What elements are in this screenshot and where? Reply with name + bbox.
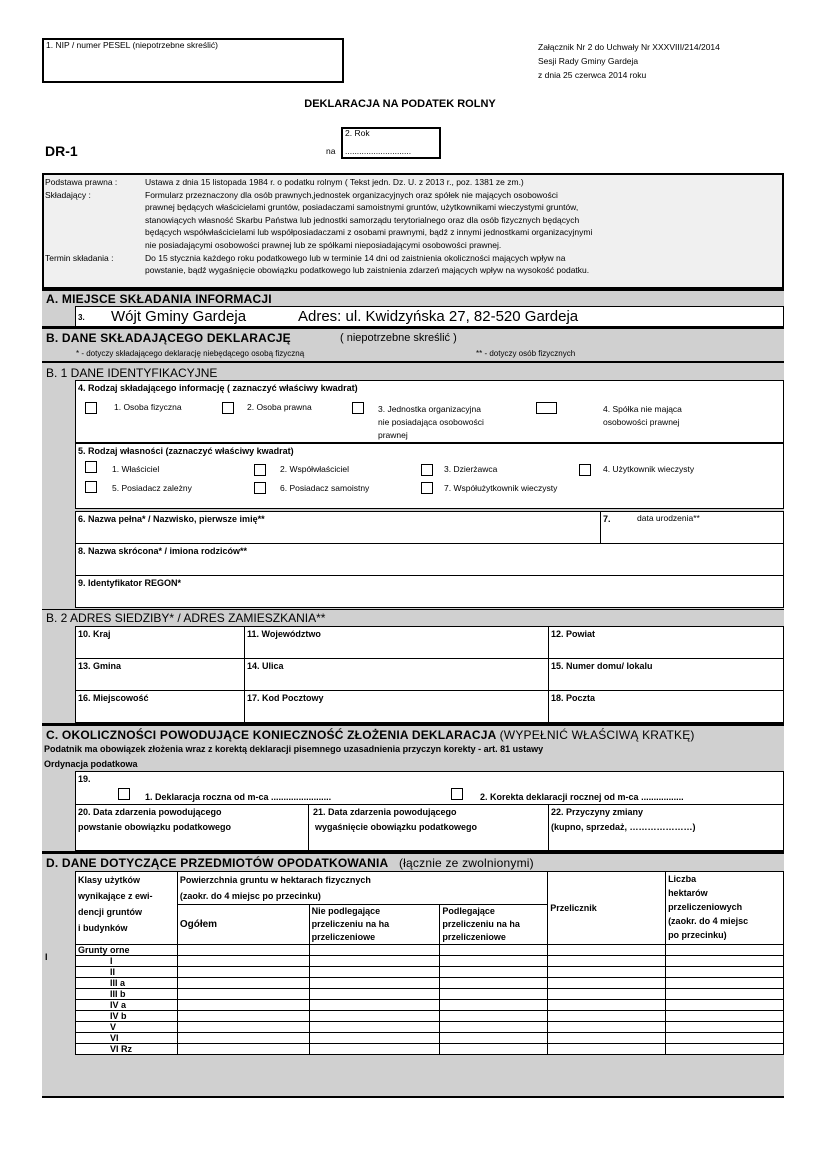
county-field[interactable]: 12. Powiat <box>548 626 784 659</box>
q5-opt2-checkbox[interactable] <box>254 464 266 476</box>
q4-block <box>75 380 784 443</box>
foot-legal: * - dotyczy składającego deklarację niebędącego osobą fizyczną <box>76 349 305 358</box>
annual-declaration-label: 1. Deklaracja roczna od m-ca ........................ <box>145 792 332 802</box>
year-dots: ............................ <box>345 146 412 156</box>
q4-opt2-checkbox[interactable] <box>222 402 234 414</box>
table-row: IV b <box>76 1011 784 1022</box>
page-title: DEKLARACJA NA PODATEK ROLNY <box>304 98 496 110</box>
section-b2-title: B. 2 ADRES SIEDZIBY* / ADRES ZAMIESZKANIA** <box>46 611 326 625</box>
birth-date-field[interactable]: 7. data urodzenia** <box>600 511 784 544</box>
q5-opt7-label: 7. Współużytkownik wieczysty <box>444 483 558 493</box>
city-field[interactable]: 16. Miejscowość <box>75 690 245 723</box>
short-name-field[interactable]: 8. Nazwa skrócona* / imiona rodziców** <box>75 543 784 576</box>
q5-opt3-label: 3. Dzierżawca <box>444 464 498 474</box>
col-area-header: Powierzchnia gruntu w hektarach fizycznych (zaokr. do 4 miejsc po przecinku) <box>177 872 547 905</box>
correction-label: 2. Korekta deklaracji rocznej od m-ca ................. <box>480 792 684 802</box>
col-total-header: Ogółem <box>177 905 309 945</box>
country-field[interactable]: 10. Kraj <box>75 626 245 659</box>
commune-field[interactable]: 13. Gmina <box>75 658 245 691</box>
authority-field <box>75 306 784 327</box>
col-count-header: Liczba hektarów przeliczeniowych (zaokr. do 4 miejsc po przecinku) <box>666 872 784 945</box>
table-row: III b <box>76 989 784 1000</box>
q4-opt3-label: 3. Jednostka organizacyjna nie posiadająca osobowości prawnej <box>378 404 484 440</box>
form-code: DR-1 <box>45 143 78 159</box>
q5-opt5-label: 5. Posiadacz zależny <box>112 483 192 493</box>
authority-num: 3. <box>78 313 85 322</box>
section-b <box>42 327 784 362</box>
q5-opt4-checkbox[interactable] <box>579 464 591 476</box>
foot-natural: ** - dotyczy osób fizycznych <box>476 349 576 358</box>
q5-opt6-label: 6. Posiadacz samoistny <box>280 483 370 493</box>
section-b1-title: B. 1 DANE IDENTYFIKACYJNE <box>46 366 218 380</box>
q5-opt1-label: 1. Właściciel <box>112 464 160 474</box>
field-22[interactable]: 22. Przyczyny zmiany (kupno, sprzedaż, …………………) <box>548 804 784 851</box>
table-row: IV a <box>76 1000 784 1011</box>
nip-label: 1. NIP / numer PESEL (niepotrzebne skreślić) <box>46 40 218 50</box>
table-row: I <box>76 956 784 967</box>
section-c-line1: Podatnik ma obowiązek złożenia wraz z korektą deklaracji pisemnego uzasadnienia przyczyn korekty - art. 81 ustawy <box>44 744 544 754</box>
year-prefix: na <box>326 146 336 156</box>
house-number-field[interactable]: 15. Numer domu/ lokalu <box>548 658 784 691</box>
table-row: V <box>76 1022 784 1033</box>
land-table <box>75 871 784 1055</box>
legal-text: Podstawa prawna : Ustawa z dnia 15 listopada 1984 r. o podatku rolnym ( Tekst jedn. Dz. U. z 2013 r., poz. 1381 ze zm.) Składający : Formularz przeznaczony dla osób prawnych,jednostek organizacyjnych oraz spółek nie mających osobowości prawnej będących właścicielami gruntów, posiadaczami samoistnymi gruntów, użytkownikami wieczystymi gruntów, stanowiących własność Skarbu Państwa lub jednostki samorządu terytorialnego oraz dla osób fizycznych będących będących współwłaścicielami lub współposiadaczami z osobami prawnymi, bądź z innymi jednostkami organizacyjnymi nie posiadającymi osobowości prawnej lub ze spółkami nieposiadającymi osobowości prawnej. Termin składania : Do 15 stycznia każdego roku podatkowego lub w terminie 14 dni od zaistnienia okoliczności mających wpływ na powstanie, bądź wygaśnięcie obowiązku podatkowego lub zaistnienia zdarzeń mających wpływ na wysokość podatku. <box>45 177 593 276</box>
group-label: Grunty orne <box>76 945 178 956</box>
q4-opt1-checkbox[interactable] <box>85 402 97 414</box>
nip-field[interactable] <box>42 38 344 83</box>
section-b-note: ( niepotrzebne skreślić ) <box>340 332 457 344</box>
field-19: 19. 1. Deklaracja roczna od m-ca ........................ 2. Korekta deklaracji rocznej od m-ca ................. <box>75 771 784 805</box>
section-a-title: A. MIEJSCE SKŁADANIA INFORMACJI <box>46 292 272 306</box>
col-not-converted-header: Nie podlegające przeliczeniu na ha przeliczeniowe <box>309 905 440 945</box>
section-c-title: C. OKOLICZNOŚCI POWODUJĄCE KONIECZNOŚĆ ZŁOŻENIA DEKLARACJA (WYPEŁNIĆ WŁAŚCIWĄ KRATKĘ) <box>46 728 695 742</box>
section-b-title: B. DANE SKŁADAJĄCEGO DEKLARACJĘ <box>46 331 291 345</box>
col-classes-header: Klasy użytków wynikające z ewi- dencji gruntów i budynków <box>76 872 178 945</box>
annual-declaration-checkbox[interactable] <box>118 788 130 800</box>
q5-opt7-checkbox[interactable] <box>421 482 433 494</box>
authority-name: Wójt Gminy Gardeja <box>111 308 247 325</box>
table-row: III a <box>76 978 784 989</box>
postal-code-field[interactable]: 17. Kod Pocztowy <box>244 690 549 723</box>
section-c-line2: Ordynacja podatkowa <box>44 759 138 769</box>
q5-opt5-checkbox[interactable] <box>85 481 97 493</box>
table-row <box>76 945 784 956</box>
col-converted-header: Podlegające przeliczeniu na ha przeliczeniowe <box>440 905 548 945</box>
q4-opt2-label: 2. Osoba prawna <box>247 402 312 412</box>
voivodeship-field[interactable]: 11. Województwo <box>244 626 549 659</box>
section-d-title: D. DANE DOTYCZĄCE PRZEDMIOTÓW OPODATKOWANIA (łącznie ze zwolnionymi) <box>46 856 534 870</box>
q5-opt3-checkbox[interactable] <box>421 464 433 476</box>
field-21[interactable]: 21. Data zdarzenia powodującego wygaśnięcie obowiązku podatkowego <box>308 804 549 851</box>
table-row: II <box>76 967 784 978</box>
q5-opt4-label: 4. Użytkownik wieczysty <box>603 464 695 474</box>
q5-label: 5. Rodzaj własności (zaznaczyć właściwy kwadrat) <box>78 446 294 456</box>
attachment-info: Załącznik Nr 2 do Uchwały Nr XXXVIII/214/2014 Sesji Rady Gminy Gardeja z dnia 25 czerwca 2014 roku <box>538 42 720 80</box>
q5-opt1-checkbox[interactable] <box>85 461 97 473</box>
full-name-field[interactable]: 6. Nazwa pełna* / Nazwisko, pierwsze imię** <box>75 511 601 544</box>
street-field[interactable]: 14. Ulica <box>244 658 549 691</box>
q4-opt4-checkbox[interactable] <box>536 402 557 414</box>
q5-opt6-checkbox[interactable] <box>254 482 266 494</box>
table-row: VI Rz <box>76 1044 784 1055</box>
table-row: VI <box>76 1033 784 1044</box>
q5-opt2-label: 2. Współwłaściciel <box>280 464 349 474</box>
post-office-field[interactable]: 18. Poczta <box>548 690 784 723</box>
correction-checkbox[interactable] <box>451 788 463 800</box>
col-conversion-header: Przelicznik <box>548 872 666 945</box>
q5-block <box>75 443 784 509</box>
year-label: 2. Rok <box>345 128 370 138</box>
q4-label: 4. Rodzaj składającego informację ( zaznaczyć właściwy kwadrat) <box>78 383 358 393</box>
field-20[interactable]: 20. Data zdarzenia powodującego powstanie obowiązku podatkowego <box>75 804 309 851</box>
authority-address: Adres: ul. Kwidzyńska 27, 82-520 Gardeja <box>298 308 579 325</box>
q4-opt3-checkbox[interactable] <box>352 402 364 414</box>
q4-opt1-label: 1. Osoba fizyczna <box>114 402 182 412</box>
q4-opt4-label: 4. Spółka nie mająca osobowości prawnej <box>603 404 682 427</box>
regon-field[interactable]: 9. Identyfikator REGON* <box>75 575 784 608</box>
group-mark: I <box>45 952 48 962</box>
year-field[interactable] <box>341 127 441 159</box>
